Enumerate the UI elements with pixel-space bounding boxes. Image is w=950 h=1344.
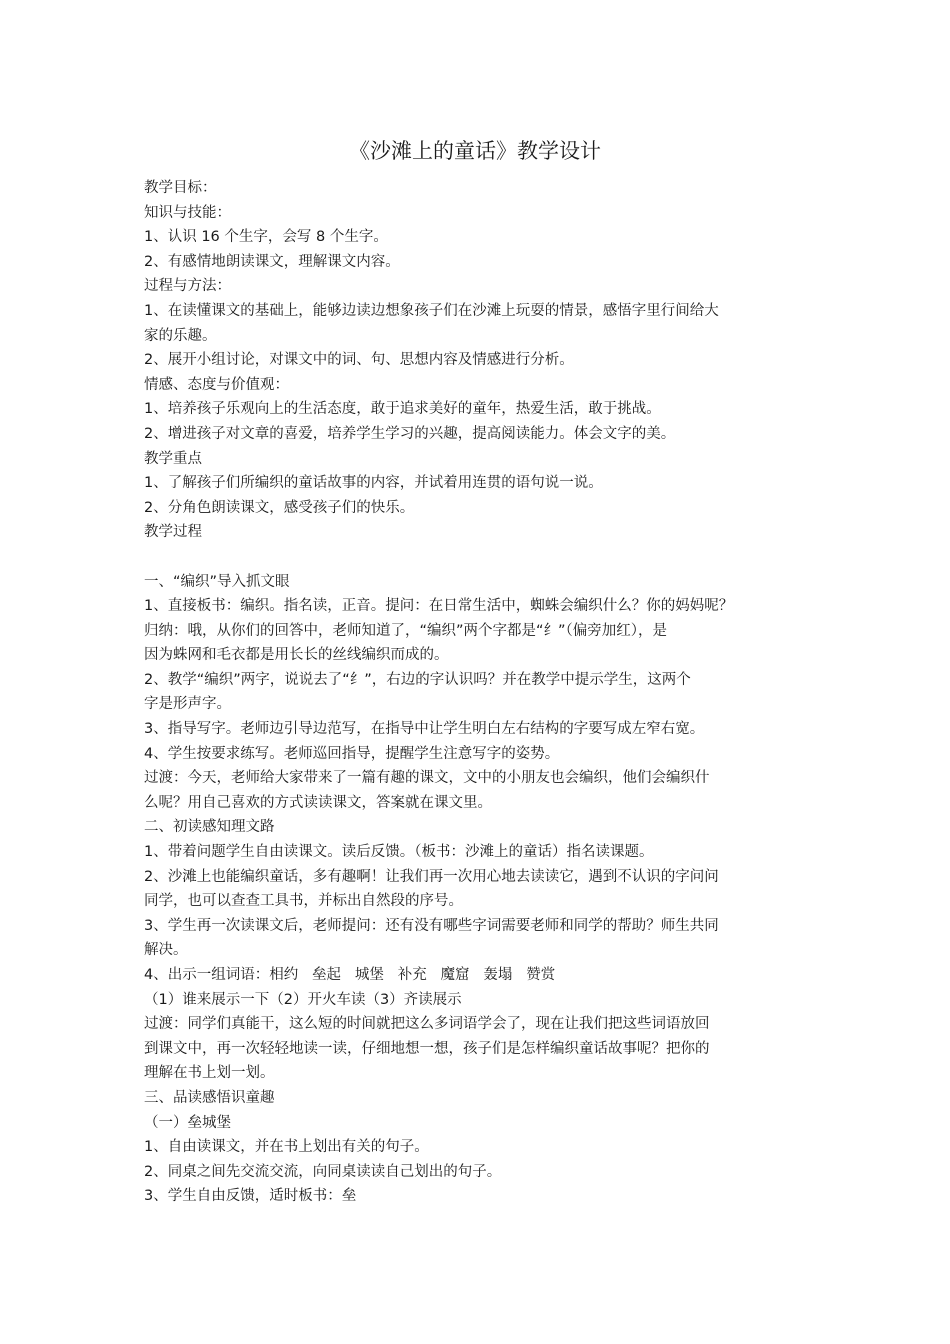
text-line: 2、同桌之间先交流交流，向同桌读读自己划出的句子。 [144,1163,502,1180]
text-line: 二、初读感知理文路 [144,819,275,836]
text-line: 过渡：同学们真能干，这么短的时间就把这么多词语学会了，现在让我们把这些词语放回 [144,1016,710,1033]
document-title: 《沙滩上的童话》教学设计 [349,139,601,163]
text-line: 1、认识 16 个生字，会写 8 个生字。 [144,229,388,246]
text-line: 2、增进孩子对文章的喜爱，培养学生学习的兴趣，提高阅读能力。体会文字的美。 [144,425,676,442]
text-line: 家的乐趣。 [144,327,217,344]
text-line: 一、“编织”导入抓文眼 [144,573,290,590]
text-line: 同学，也可以查查工具书，并标出自然段的序号。 [144,893,463,910]
text-line: 字是形声字。 [144,696,231,713]
document-body [144,176,810,1209]
text-line: 3、学生再一次读课文后，老师提问：还有没有哪些字词需要老师和同学的帮助？师生共同 [144,917,719,934]
text-line: 3、指导写字。老师边引导边范写，在指导中让学生明白左右结构的字要写成左窄右宽。 [144,721,705,738]
text-line: 教学重点 [144,450,202,467]
text-line: 解决。 [144,942,188,959]
text-line: 4、学生按要求练写。老师巡回指导，提醒学生注意写字的姿势。 [144,745,560,762]
text-line: 情感、态度与价值观： [144,376,289,393]
text-line: （1）谁来展示一下（2）开火车读（3）齐读展示 [144,991,462,1008]
text-line: （一）垒城堡 [144,1114,231,1131]
text-line: 1、自由读课文，并在书上划出有关的句子。 [144,1139,429,1156]
text-line: 3、学生自由反馈，适时板书：垒 [144,1188,357,1205]
text-line: 理解在书上划一划。 [144,1065,275,1082]
text-line: 1、带着问题学生自由读课文。读后反馈。（板书：沙滩上的童话）指名读课题。 [144,844,654,861]
text-line: 知识与技能： [144,204,231,221]
text-line: 过渡：今天，老师给大家带来了一篇有趣的课文，文中的小朋友也会编织，他们会编织什 [144,770,710,787]
text-line: 教学目标： [144,180,217,196]
text-line: 2、有感情地朗读课文，理解课文内容。 [144,253,400,270]
text-line: 2、沙滩上也能编织童话，多有趣啊！让我们再一次用心地去读读它，遇到不认识的字问问 [144,868,719,885]
text-line: 三、品读感悟识童趣 [144,1089,275,1106]
text-line: 归纳：哦，从你们的回答中，老师知道了，“编织”两个字都是“纟”（偏旁加红），是 [144,622,668,639]
text-line: 过程与方法： [144,278,231,295]
text-line: 1、直接板书：编织。指名读，正音。提问：在日常生活中，蜘蛛会编织什么？你的妈妈呢？ [144,598,734,615]
text-line: 2、展开小组讨论，对课文中的词、句、思想内容及情感进行分析。 [144,352,574,369]
text-line: 1、了解孩子们所编织的童话故事的内容，并试着用连贯的语句说一说。 [144,475,603,492]
text-line: 4、出示一组词语：相约 垒起 城堡 补充 魔窟 轰塌 赞赏 [144,967,556,983]
blank-line [144,545,810,570]
text-line: 么呢？用自己喜欢的方式读读课文，答案就在课文里。 [144,794,492,811]
text-line: 教学过程 [144,524,202,541]
text-line: 到课文中，再一次轻轻地读一读，仔细地想一想，孩子们是怎样编织童话故事呢？把你的 [144,1040,710,1057]
text-line: 2、教学“编织”两字，说说去了“纟”，右边的字认识吗？并在教学中提示学生，这两个 [144,671,691,688]
text-line: 1、在读懂课文的基础上，能够边读边想象孩子们在沙滩上玩耍的情景，感悟字里行间给大 [144,302,719,319]
text-line: 因为蛛网和毛衣都是用长长的丝线编织而成的。 [144,647,449,664]
text-line: 2、分角色朗读课文，感受孩子们的快乐。 [144,499,415,516]
text-line: 1、培养孩子乐观向上的生活态度，敢于追求美好的童年，热爱生活，敢于挑战。 [144,401,661,418]
